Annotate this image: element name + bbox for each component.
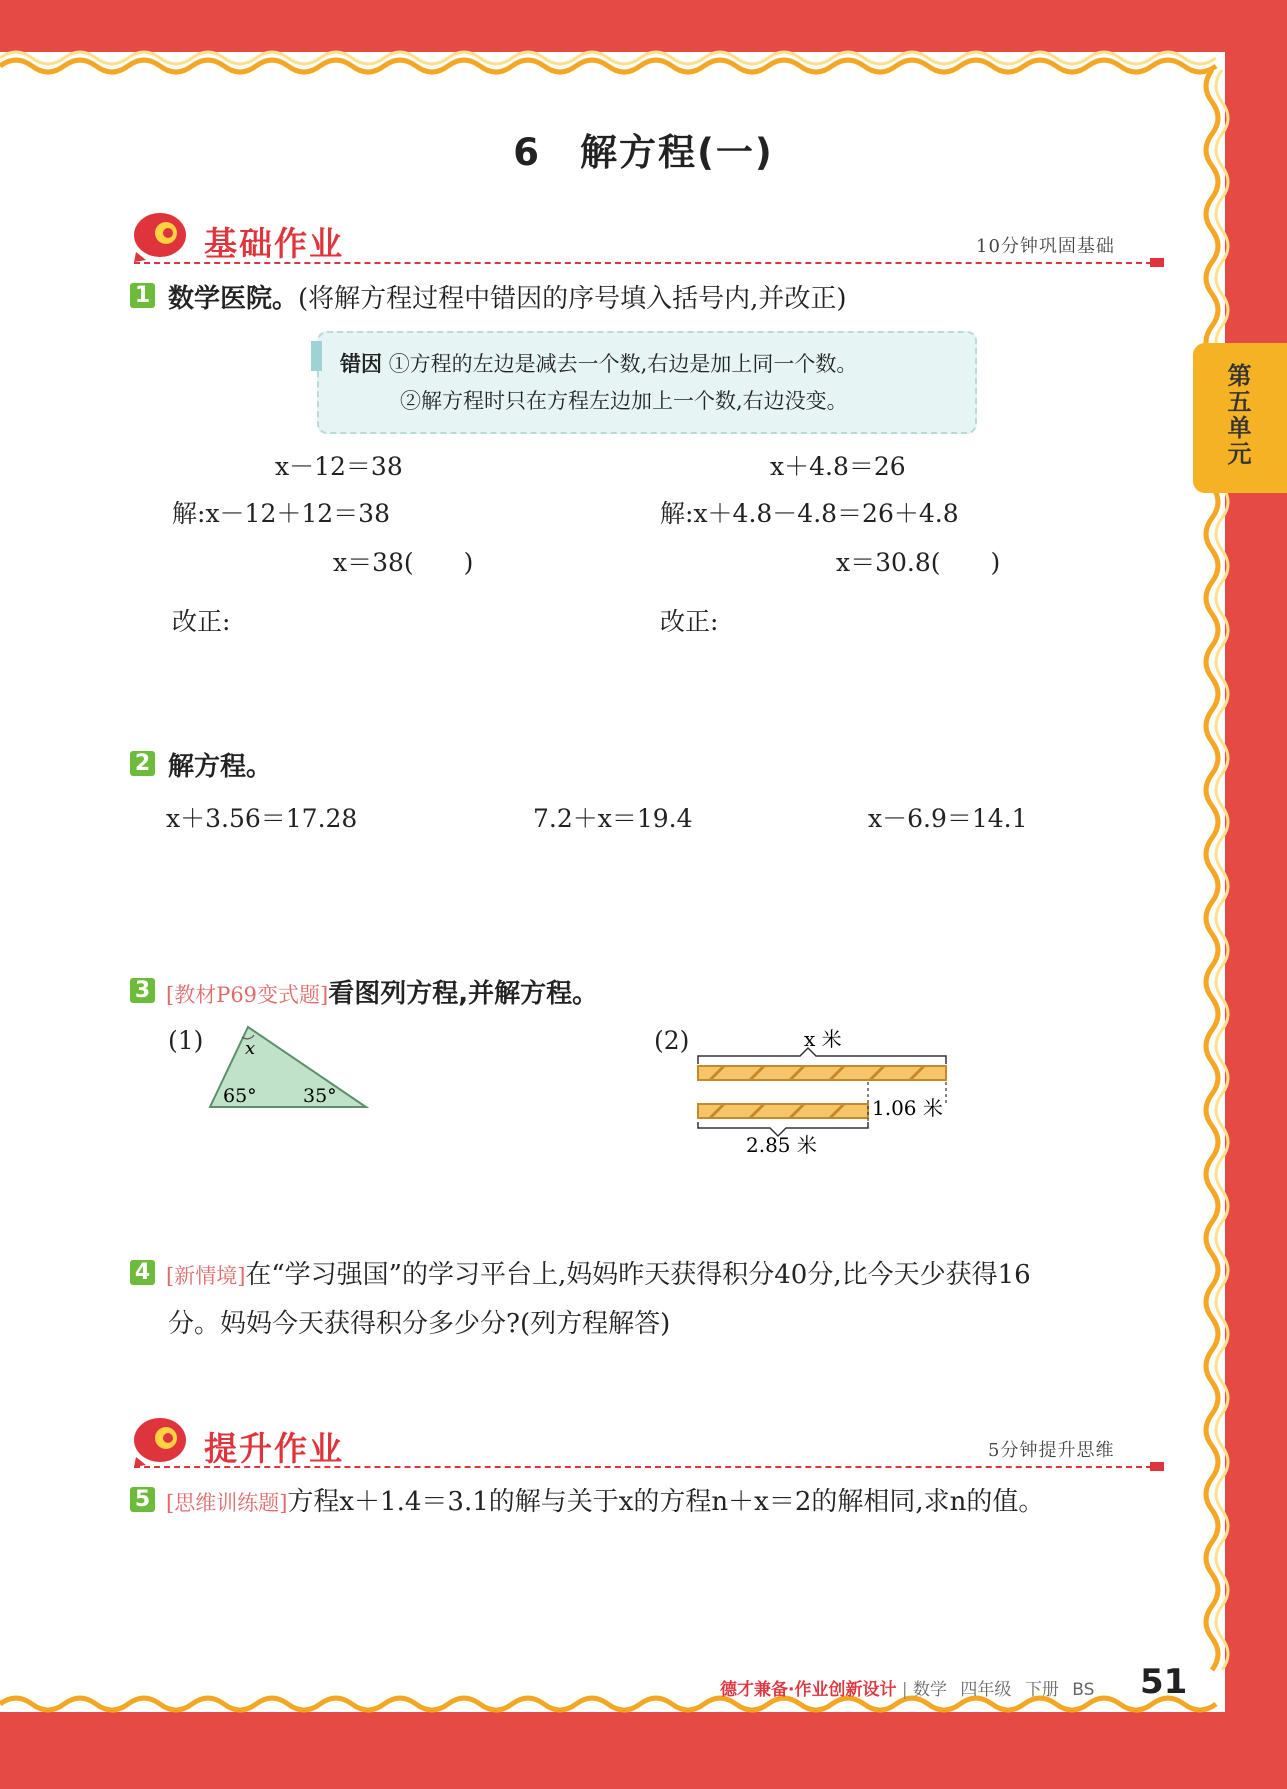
footer-subject: 数学 [913, 1680, 948, 1700]
question-3-text [166, 973, 598, 1010]
bar-difference-label: 1.06 米 [872, 1096, 943, 1120]
question-2-title: 解方程。 [168, 752, 273, 782]
question-1-text [168, 278, 847, 315]
q1-left-result: x＝38( ) [333, 548, 474, 577]
q1-right-result: x＝30.8( ) [836, 548, 1001, 577]
question-number-1: 1 [130, 283, 155, 308]
question-number-2: 2 [130, 751, 155, 776]
section-title-advanced: 提升作业 [204, 1429, 344, 1468]
section-mascot-icon [130, 208, 192, 262]
q1-left-correct-label: 改正: [172, 607, 231, 636]
footer-edition: BS [1072, 1680, 1095, 1700]
hint-reason-2: ②解方程时只在方程左边加上一个数,右边没变。 [400, 389, 848, 413]
question-5-tag: [思维训练题] [166, 1491, 288, 1515]
question-5-text: 方程x＋1.4＝3.1的解与关于x的方程n＋x＝2的解相同,求n的值。 [287, 1487, 1045, 1517]
q1-left-solution [172, 494, 390, 530]
question-4-text-1: 在“学习强国”的学习平台上,妈妈昨天获得积分40分,比今天少获得16 [245, 1260, 1031, 1290]
q1-left-equation: x－12＝38 [275, 452, 403, 481]
section-title-basic: 基础作业 [204, 224, 344, 263]
q2-equation-1: x＋3.56＝17.28 [166, 804, 358, 833]
page-title: 6 解方程(一) [513, 131, 774, 174]
q2-equation-2: 7.2＋x＝19.4 [533, 804, 693, 833]
section-divider [134, 262, 1152, 264]
divider-end-mark [1150, 258, 1164, 267]
question-3-tag: [教材P69变式题] [166, 983, 329, 1007]
question-number-4: 4 [130, 1260, 155, 1285]
question-4-line-2: 分。妈妈今天获得积分多少分?(列方程解答) [168, 1309, 671, 1339]
question-1-note: (将解方程过程中错因的序号填入括号内,并改正) [298, 284, 847, 314]
triangle-right-angle-label: 35° [303, 1085, 337, 1107]
q1-right-solve-step: x＋4.8－4.8＝26＋4.8 [693, 499, 959, 528]
error-hint-box [317, 331, 977, 434]
hint-box-tab [311, 341, 322, 371]
question-3-title: 看图列方程,并解方程。 [328, 979, 599, 1009]
bar-bottom-label: 2.85 米 [746, 1133, 817, 1157]
hint-line-1 [340, 348, 857, 378]
q2-equation-3: x－6.9＝14.1 [868, 804, 1028, 833]
q3-sub-label-1: (1) [168, 1026, 204, 1055]
hint-reason-1: ①方程的左边是减去一个数,右边是加上同一个数。 [388, 352, 858, 376]
bar-top-label: x 米 [804, 1027, 842, 1051]
q3-sub-label-2: (2) [654, 1026, 690, 1055]
divider-end-mark [1150, 1462, 1164, 1471]
bar-diagram [690, 1022, 975, 1162]
question-1-title: 数学医院。 [168, 284, 299, 314]
triangle-figure [205, 1022, 380, 1112]
unit-tab-label: 第五单元 [1223, 363, 1251, 467]
hint-label: 错因 [340, 352, 382, 376]
question-4-line-1 [166, 1254, 1031, 1291]
footer-brand: 德才兼备·作业创新设计 [720, 1680, 897, 1700]
footer-info: 德才兼备·作业创新设计 | 数学 四年级 下册 BS [720, 1680, 1095, 1700]
section-subtitle-advanced: 5分钟提升思维 [988, 1440, 1115, 1461]
footer-term: 下册 [1024, 1680, 1059, 1700]
footer-grade: 四年级 [960, 1680, 1012, 1700]
q1-right-correct-label: 改正: [660, 607, 719, 636]
question-5-line [166, 1481, 1044, 1518]
q1-right-solve-prefix: 解: [660, 499, 694, 528]
question-number-3: 3 [130, 978, 155, 1003]
q1-left-solve-prefix: 解: [172, 499, 206, 528]
q1-right-equation: x＋4.8＝26 [770, 452, 906, 481]
question-number-5: 5 [130, 1487, 155, 1512]
section-divider [134, 1466, 1152, 1468]
triangle-left-angle-label: 65° [223, 1085, 257, 1107]
section-subtitle-basic: 10分钟巩固基础 [976, 236, 1115, 257]
section-mascot-icon [130, 1413, 192, 1467]
q1-right-solution [660, 494, 959, 530]
question-4-tag: [新情境] [166, 1264, 246, 1288]
triangle-top-angle-label: x [245, 1038, 256, 1059]
q1-left-solve-step: x－12＋12＝38 [205, 499, 390, 528]
page-number: 51 [1140, 1662, 1188, 1702]
